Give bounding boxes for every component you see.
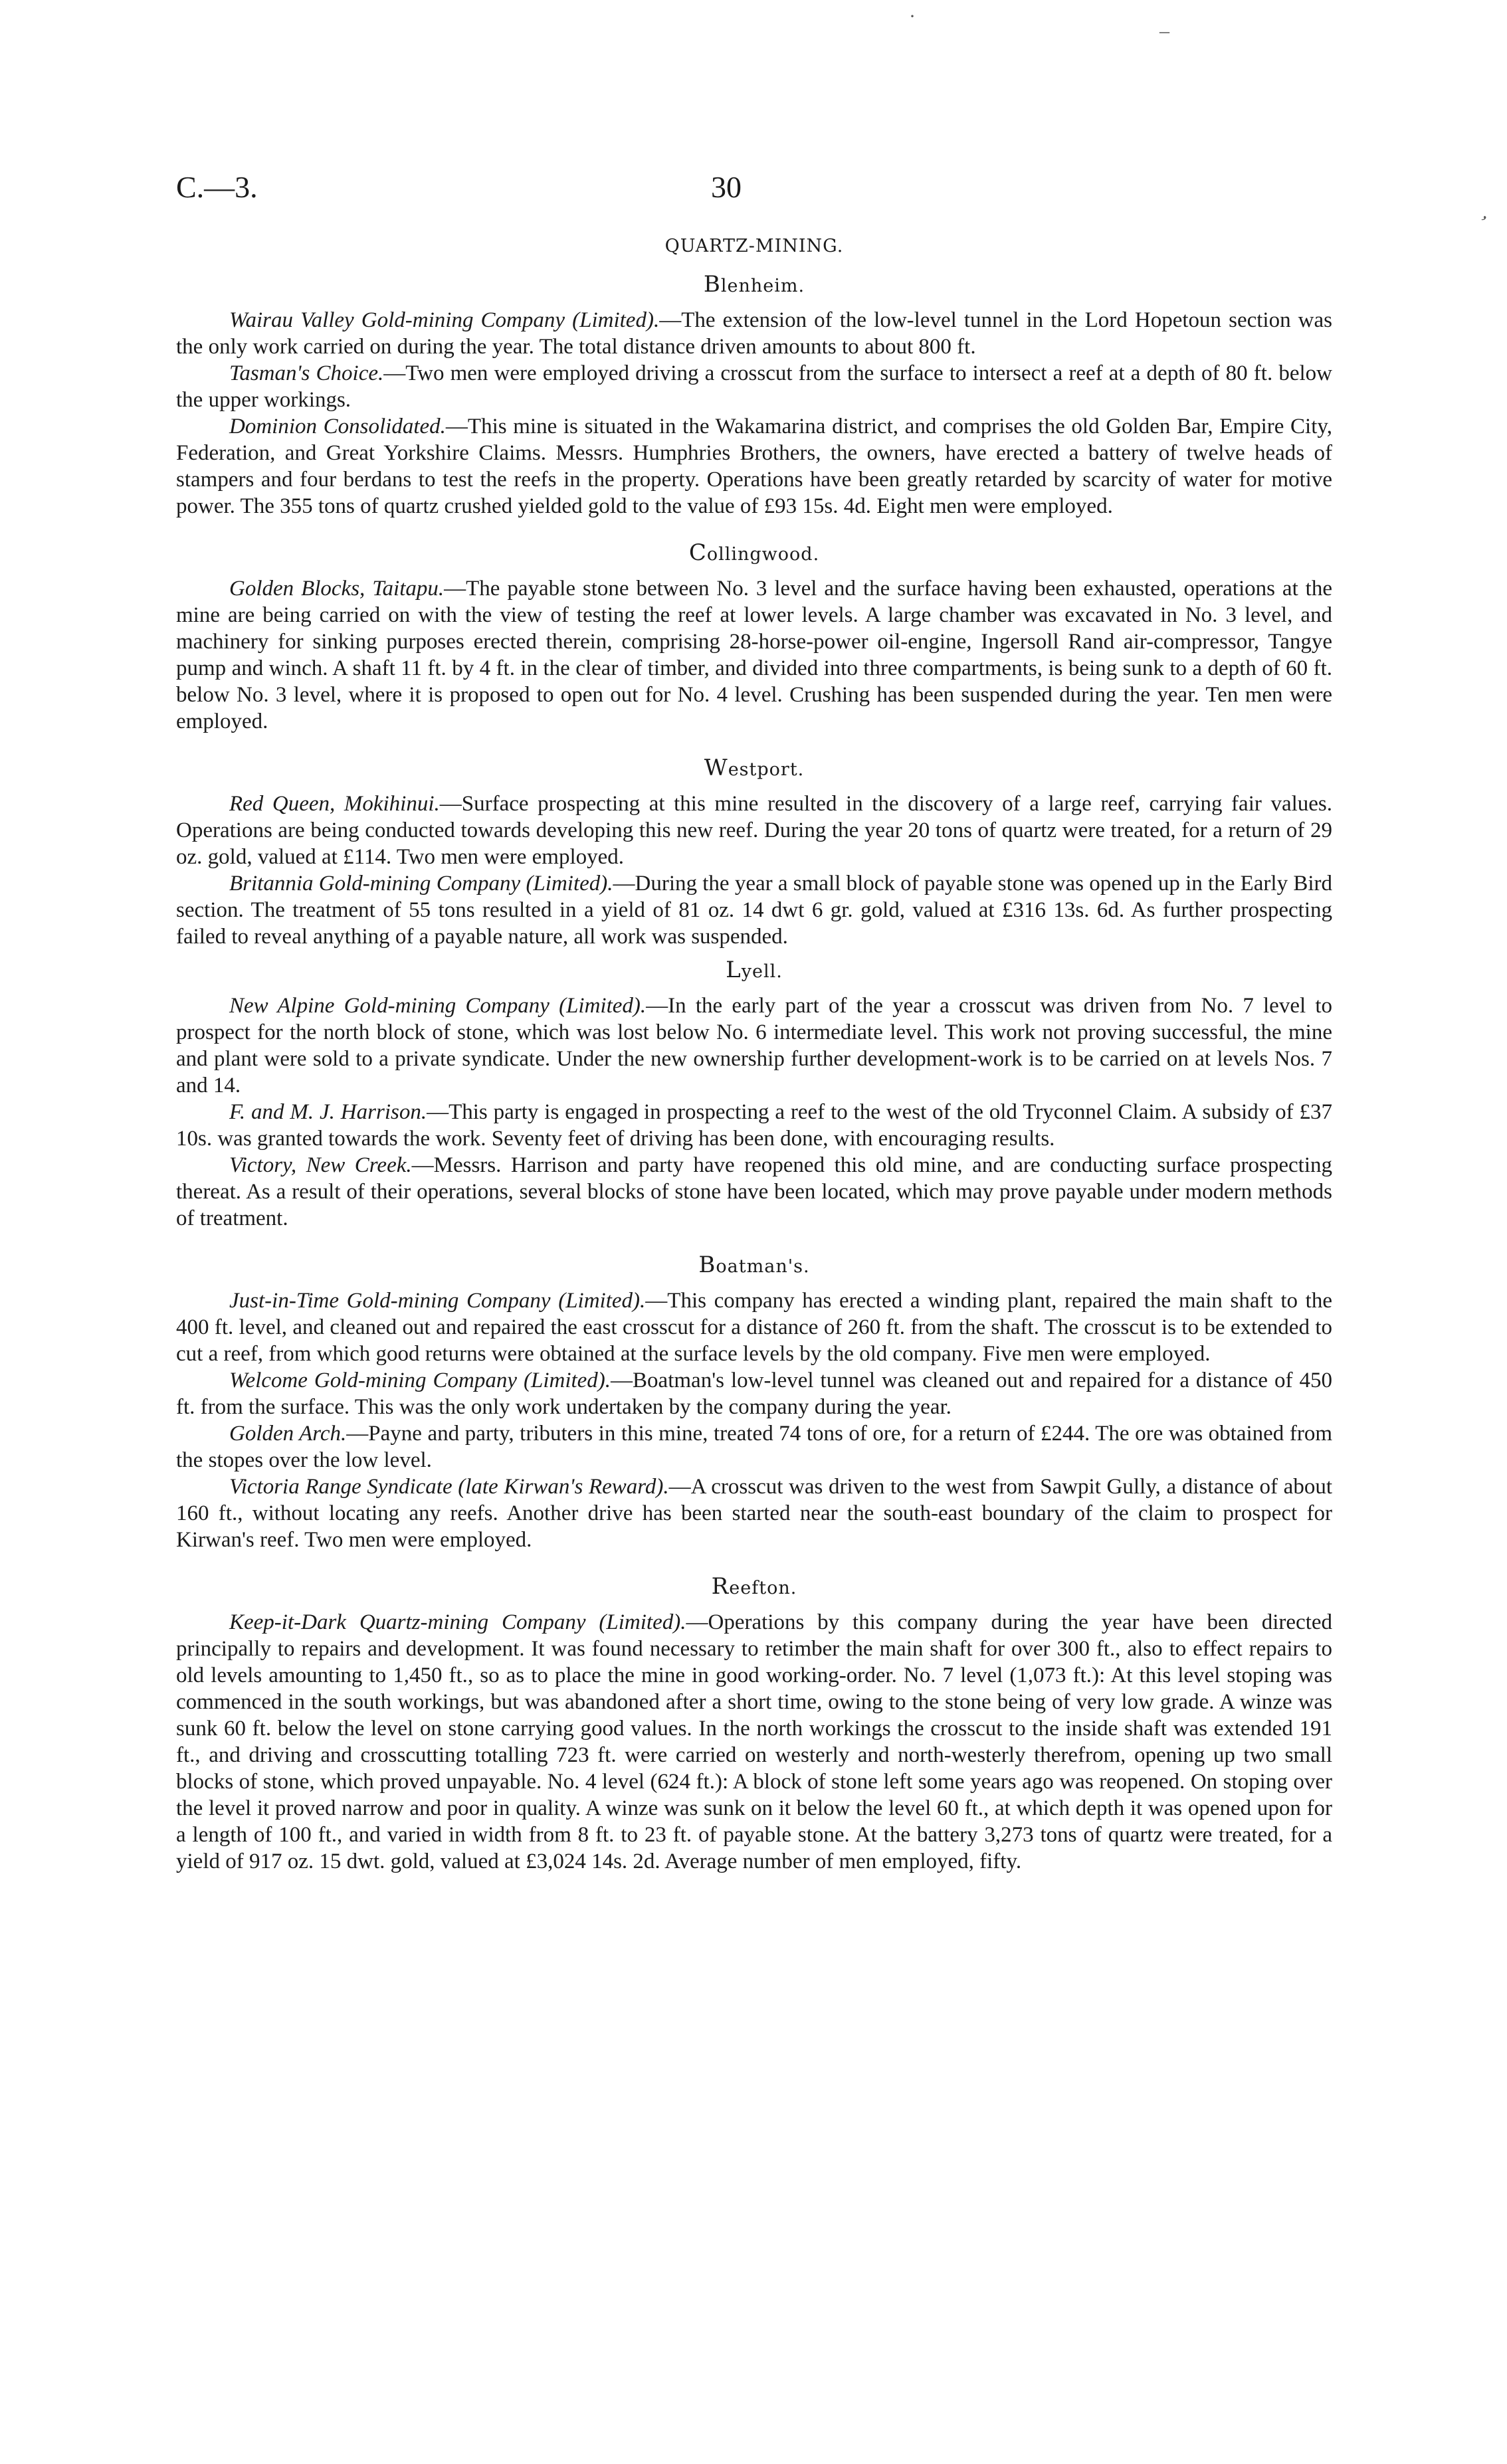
paragraph — [176, 1287, 1332, 1367]
section-heading-reefton: Reefton. — [711, 1573, 797, 1600]
paragraph — [176, 1609, 1332, 1875]
document-body — [176, 236, 1332, 1875]
scan-mark: ʼ — [1473, 211, 1490, 234]
paragraph-text: —Boatman's low-level tunnel was cleaned out and repaired for a distance of 450 ft. from the surface. This was the only work undertaken by the company during the year. — [176, 1369, 1332, 1419]
mine-name: Victoria Range Syndicate (late Kirwan's Reward). — [229, 1475, 669, 1499]
mine-name: Welcome Gold-mining Company (Limited). — [229, 1369, 611, 1392]
paragraph-text: —The payable stone between No. 3 level and the surface having been exhausted, operations at the mine are being carried on with the view of testing the reef at lower levels. A large chamber was excavated in No. 3 level, and machinery for sinking purposes erected therein, comprising 28-horse-power oil-engine, Ingersoll Rand air-compressor, Tangye pump and winch. A shaft 11 ft. by 4 ft. in the clear of timber, and divided into three compartments, is being sunk to a depth of 60 ft. below No. 3 level, where it is proposed to open out for No. 4 level. Crushing has been suspended during the year. Ten men were employed. — [176, 577, 1332, 733]
paragraph-text: —Two men were employed driving a crosscut from the surface to intersect a reef at a depth of 80 ft. below the upper workings. — [176, 361, 1332, 412]
paragraph — [176, 575, 1332, 735]
page-title: QUARTZ-MINING. — [664, 236, 844, 256]
paragraph — [176, 360, 1332, 413]
mine-name: Tasman's Choice. — [229, 361, 384, 385]
running-head — [176, 169, 1332, 216]
paragraph-text: —Surface prospecting at this mine resulted in the discovery of a large reef, carrying fair values. Operations are being conducted towards developing this new reef. During the year 20 tons of quartz were treated, for a return of 29 oz. gold, valued at £114. Two men were employed. — [176, 792, 1332, 869]
mine-name: Keep-it-Dark Quartz-mining Company (Limited). — [229, 1610, 686, 1634]
section-heading-collingwood: Collingwood. — [688, 539, 820, 566]
section-heading-blenheim: Blenheim. — [703, 271, 805, 298]
paragraph-text: —This mine is situated in the Wakamarina district, and comprises the old Golden Bar, Empire City, Federation, and Great Yorkshire Claims. Messrs. Humphries Brothers, the owners, have erected a battery of twelve heads of stampers and four berdans to test the reefs in the property. Operations have been greatly retarded by scarcity of water for motive power. The 355 tons of quartz crushed yielded gold to the value of £93 15s. 4d. Eight men were employed. — [176, 415, 1332, 518]
mine-name: Britannia Gold-mining Company (Limited). — [229, 872, 613, 896]
mine-name: Golden Blocks, Taitapu. — [229, 577, 445, 601]
mine-name: Golden Arch. — [229, 1422, 347, 1446]
paragraph-text: —This party is engaged in prospecting a reef to the west of the old Tryconnel Claim. A subsidy of £37 10s. was granted towards the work. Seventy feet of driving has been done, with encouraging results. — [176, 1100, 1332, 1151]
page-number: 30 — [711, 170, 742, 204]
section-heading-westport: Westport. — [704, 755, 805, 781]
paragraph-text: —This company has erected a winding plant, repaired the main shaft to the 400 ft. level, and cleaned out and repaired the east crosscut for a distance of 260 ft. from the shaft. The crosscut is to be extended to cut a reef, from which good returns were obtained at the surface levels by the old company. Five men were employed. — [176, 1289, 1333, 1366]
section-heading-boatmans: Boatman's. — [698, 1252, 810, 1278]
paragraph — [176, 870, 1332, 950]
paragraph — [176, 1099, 1332, 1152]
paragraph-text: —In the early part of the year a crosscut was driven from No. 7 level to prospect for the north block of stone, which was lost below No. 6 intermediate level. This work not proving successful, the mine and plant were sold to a private syndicate. Under the new ownership further development-work is to be carried on at levels Nos. 7 and 14. — [176, 994, 1332, 1097]
paragraph — [176, 1367, 1332, 1420]
paragraph — [176, 1473, 1332, 1553]
mine-name: Just-in-Time Gold-mining Company (Limited). — [229, 1289, 646, 1313]
mine-name: Wairau Valley Gold-mining Company (Limited). — [229, 308, 660, 332]
paragraph-text: —Messrs. Harrison and party have reopened this old mine, and are conducting surface prospecting thereat. As a result of their operations, several blocks of stone have been located, which may prove payable under modern methods of treatment. — [176, 1153, 1332, 1230]
paragraph-text: —Payne and party, tributers in this mine, treated 74 tons of ore, for a return of £244. The ore was obtained from the stopes over the low level. — [176, 1422, 1332, 1472]
paragraph — [176, 1152, 1332, 1232]
paragraph-text: —Operations by this company during the year have been directed principally to repairs and development. It was found necessary to retimber the main shaft for over 300 ft., also to effect repairs to old levels amounting to 1,450 ft., so as to place the mine in good working-order. No. 7 level (1,073 ft.): At this level stoping was commenced in the south workings, but was abandoned after a short time, owing to the stone being of very low grade. A winze was sunk 60 ft. below the level on stone carrying good values. In the north workings the crosscut to the inside shaft was extended 191 ft., and driving and crosscutting totalling 723 ft. were carried on westerly and north-westerly therefrom, opening up two small blocks of stone, which proved unpayable. No. 4 level (624 ft.): A block of stone left some years ago was reopened. On stoping over the level it proved narrow and poor in quality. A winze was sunk on it below the level 60 ft., at which depth it was opened upon for a length of 100 ft., and varied in width from 8 ft. to 23 ft. of payable stone. At the battery 3,273 tons of quartz were treated, for a yield of 917 oz. 15 dwt. gold, valued at £3,024 14s. 2d. Average number of men employed, fifty. — [176, 1610, 1333, 1873]
paragraph-text: —The extension of the low-level tunnel in the Lord Hopetoun section was the only work carried on during the year. The total distance driven amounts to about 800 ft. — [176, 308, 1332, 359]
scan-mark: – — [1159, 20, 1169, 42]
mine-name: Victory, New Creek. — [229, 1153, 412, 1177]
paragraph — [176, 791, 1332, 870]
mine-name: F. and M. J. Harrison. — [229, 1100, 427, 1124]
paragraph-text: —A crosscut was driven to the west from Sawpit Gully, a distance of about 160 ft., without locating any reefs. Another drive has been started near the south-east boundary of the claim to prospect for Kirwan's reef. Two men were employed. — [176, 1475, 1332, 1552]
mine-name: Red Queen, Mokihinui. — [229, 792, 440, 816]
paragraph — [176, 1420, 1332, 1473]
scan-mark: · — [909, 5, 916, 27]
section-heading-lyell: Lyell. — [726, 957, 783, 983]
paragraph — [176, 993, 1332, 1099]
mine-name: New Alpine Gold-mining Company (Limited). — [229, 994, 647, 1018]
document-reference: C.—3. — [176, 170, 258, 204]
paragraph — [176, 307, 1332, 360]
paragraph-text: —During the year a small block of payable stone was opened up in the Early Bird section. The treatment of 55 tons resulted in a yield of 81 oz. 14 dwt 6 gr. gold, valued at £316 13s. 6d. As further prospecting failed to reveal anything of a payable nature, all work was suspended. — [176, 872, 1333, 949]
paragraph — [176, 413, 1332, 520]
mine-name: Dominion Consolidated. — [229, 415, 446, 438]
